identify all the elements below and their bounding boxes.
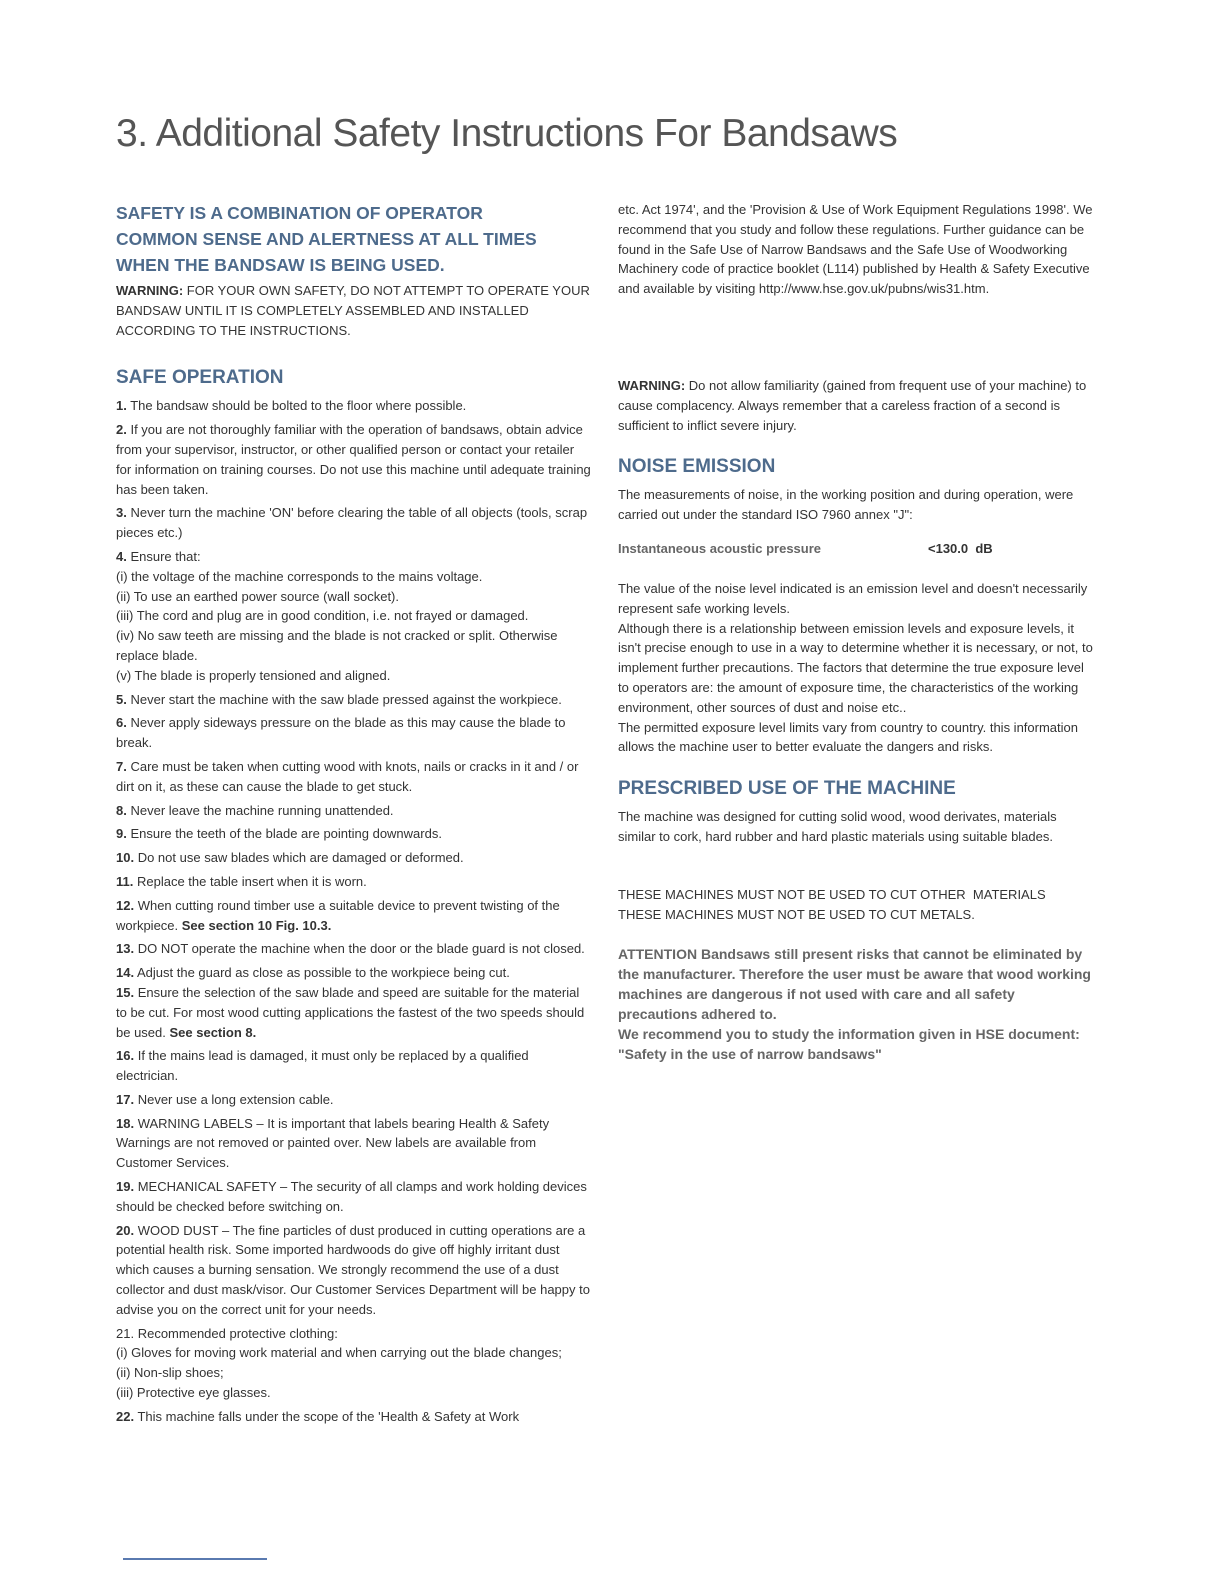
- warning-text: Do not allow familiarity (gained from frequent use of your machine) to cause complacency. Always remember that a careless fraction of a second is sufficient to inflict severe injury.: [618, 377, 1087, 433]
- attention-text: Bandsaws still present risks that cannot be eliminated by the manufacturer. Therefore the user must be aware that wood working machines are dangerous if not used with care and all safety precautions adhered to.: [618, 946, 1091, 1023]
- list-item: 20. WOOD DUST – The fine particles of dust produced in cutting operations are a potential health risk. Some imported hardwoods do give off highly irritant dust which causes a burning sensation. We strongly recommend the use of a dust collector and dust mask/visor. Our Customer Services Department will be happy to advise you on the correct unit for your needs.: [116, 1222, 590, 1317]
- list-item: 21. Recommended protective clothing:: [116, 1325, 338, 1341]
- prescribed-use-text: The machine was designed for cutting solid wood, wood derivates, materials similar to cork, hard rubber and hard plastic materials using suitable blades.: [618, 809, 1057, 844]
- sub-item: (ii) To use an earthed power source (wall socket).: [116, 588, 399, 604]
- list-item: 13. DO NOT operate the machine when the door or the blade guard is not closed.: [116, 941, 585, 957]
- noise-paragraph: The permitted exposure level limits vary from country to country. this information allows the machine user to better evaluate the dangers and risks.: [618, 719, 1078, 755]
- list-item: 14. Adjust the guard as close as possible to the workpiece being cut.: [116, 965, 510, 981]
- list-item: 4. Ensure that:: [116, 548, 201, 564]
- sub-item: (iii) The cord and plug are in good condition, i.e. not frayed or damaged.: [116, 608, 529, 624]
- acoustic-pressure-row: [618, 539, 1093, 559]
- list-item: 11. Replace the table insert when it is worn.: [116, 873, 367, 889]
- list-item: 16. If the mains lead is damaged, it must only be replaced by a qualified electrician.: [116, 1048, 529, 1084]
- prescribed-use-heading: PRESCRIBED USE OF THE MACHINE: [618, 778, 956, 800]
- list-item: 7. Care must be taken when cutting wood with knots, nails or cracks in it and / or dirt on it, as these can cause the blade to get stuck.: [116, 758, 579, 794]
- safe-operation-heading: SAFE OPERATION: [116, 367, 284, 389]
- sub-item: (v) The blade is properly tensioned and aligned.: [116, 667, 391, 683]
- hse-recommendation: We recommend you to study the information given in HSE document: "Safety in the use of narrow bandsaws": [618, 1026, 1080, 1063]
- section-reference: See section 10 Fig. 10.3.: [181, 917, 332, 933]
- noise-paragraph: The value of the noise level indicated is an emission level and doesn't necessarily represent safe working levels.: [618, 580, 1088, 616]
- sub-item: (i) Gloves for moving work material and when carrying out the blade changes;: [116, 1345, 562, 1361]
- list-item: 19. MECHANICAL SAFETY – The security of all clamps and work holding devices should be checked before switching on.: [116, 1179, 587, 1214]
- restriction-line: THESE MACHINES MUST NOT BE USED TO CUT OTHER MATERIALS: [618, 886, 1046, 902]
- list-item: 17. Never use a long extension cable.: [116, 1091, 334, 1107]
- page-title: 3. Additional Safety Instructions For Bandsaws: [116, 112, 898, 156]
- list-item: 2. If you are not thoroughly familiar with the operation of bandsaws, obtain advice from your supervisor, instructor, or other qualified person or contact your retailer for information on training courses. Do not use this machine until adequate training has been taken.: [116, 422, 591, 497]
- acoustic-pressure-value: <130.0 dB: [928, 540, 993, 556]
- intro-heading: SAFETY IS A COMBINATION OF OPERATOR COMMON SENSE AND ALERTNESS AT ALL TIMES WHEN THE BANDSAW IS BEING USED.: [116, 203, 537, 275]
- continuation-text: etc. Act 1974', and the 'Provision & Use of Work Equipment Regulations 1998'. We recommend that you study and follow these regulations. Further guidance can be found in the Safe Use of Narrow Bandsaws and the Safe Use of Woodworking Machinery code of practice booklet (L114) published by Health & Safety Executive and available by visiting http://www.hse.gov.uk/pubns/wis31.htm.: [618, 202, 1093, 297]
- acoustic-pressure-label: Instantaneous acoustic pressure: [618, 540, 822, 556]
- list-item: 22. This machine falls under the scope of the 'Health & Safety at Work: [116, 1408, 520, 1424]
- noise-intro: The measurements of noise, in the working position and during operation, were carried out under the standard ISO 7960 annex "J":: [618, 487, 1074, 523]
- list-item: 8. Never leave the machine running unattended.: [116, 802, 394, 818]
- list-item: 1. The bandsaw should be bolted to the floor where possible.: [116, 398, 467, 414]
- restriction-line: THESE MACHINES MUST NOT BE USED TO CUT METALS.: [618, 906, 975, 922]
- sub-item: (iii) Protective eye glasses.: [116, 1385, 271, 1401]
- sub-item: (iv) No saw teeth are missing and the blade is not cracked or split. Otherwise replace blade.: [116, 628, 558, 663]
- list-item: 18. WARNING LABELS – It is important that labels bearing Health & Safety Warnings are not removed or painted over. New labels are available from Customer Services.: [116, 1115, 550, 1171]
- list-item: 6. Never apply sideways pressure on the blade as this may cause the blade to break.: [116, 715, 566, 751]
- list-item: 9. Ensure the teeth of the blade are pointing downwards.: [116, 826, 442, 842]
- noise-paragraph: Although there is a relationship between emission levels and exposure levels, it isn't precise enough to use in a way to determine whether it is necessary, or not, to implement further precautions. The factors that determine the true exposure level to operators are: the amount of exposure time, the characteristics of the working environment, other sources of dust and noise etc..: [618, 620, 1093, 715]
- list-item: 3. Never turn the machine 'ON' before clearing the table of all objects (tools, scrap pieces etc.): [116, 505, 588, 541]
- list-item: 5. Never start the machine with the saw blade pressed against the workpiece.: [116, 691, 562, 707]
- intro-warning-text: FOR YOUR OWN SAFETY, DO NOT ATTEMPT TO OPERATE YOUR BANDSAW UNTIL IT IS COMPLETELY ASSEMBLED AND INSTALLED ACCORDING TO THE INSTRUCTIONS.: [116, 283, 590, 338]
- intro-warning: [116, 281, 591, 340]
- noise-emission-heading: NOISE EMISSION: [618, 456, 776, 478]
- list-item: 10. Do not use saw blades which are damaged or deformed.: [116, 850, 464, 866]
- sub-item: (i) the voltage of the machine corresponds to the mains voltage.: [116, 568, 483, 584]
- sub-item: (ii) Non-slip shoes;: [116, 1365, 224, 1381]
- attention-word: ATTENTION: [618, 946, 698, 963]
- footer-rule: [123, 1558, 267, 1560]
- list-item: 12. When cutting round timber use a suitable device to prevent twisting of the workpiece. See section 10 Fig. 10.3.: [116, 897, 560, 933]
- intro-warning-label: WARNING:: [116, 283, 184, 298]
- left-column: [116, 200, 591, 1431]
- attention-notice: [618, 944, 1093, 1024]
- section-reference: See section 8.: [169, 1024, 257, 1040]
- right-column: [618, 200, 1093, 1064]
- warning-familiarity: [618, 376, 1093, 435]
- warning-label: WARNING:: [618, 377, 686, 393]
- list-item: 15. Ensure the selection of the saw blade and speed are suitable for the material to be cut. For most wood cutting applications the fastest of the two speeds should be used. See section 8.: [116, 984, 585, 1040]
